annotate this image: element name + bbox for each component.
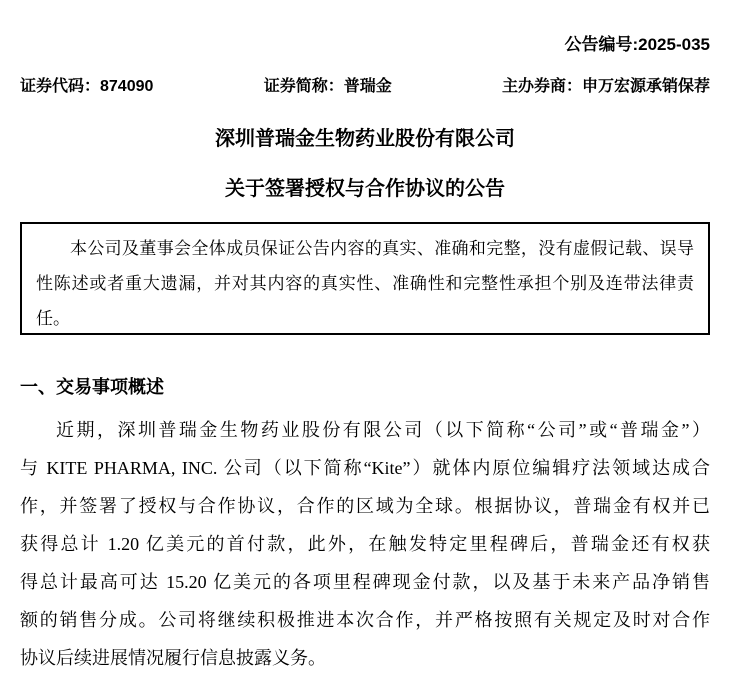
text-line: 作，并签署了授权与合作协议，合作的区域为全球。根据协议，普瑞金有权并已 bbox=[20, 496, 710, 516]
security-code: 证券代码：874090 bbox=[20, 78, 154, 95]
text-line: 得总计最高可达 15.20 亿美元的各项里程碑现金付款，以及基于未来产品净销售 bbox=[20, 572, 710, 592]
disclaimer-box bbox=[20, 222, 710, 335]
text-line: 与 KITE PHARMA, INC. 公司（以下简称“Kite”）就体内原位编辑疗法领域达成合 bbox=[20, 458, 710, 478]
text-line: 额的销售分成。公司将继续积极推进本次合作，并严格按照有关规定及时对合作 bbox=[20, 610, 710, 630]
announcement-subject-title: 关于签署授权与合作协议的公告 bbox=[225, 178, 505, 200]
section-paragraph bbox=[20, 411, 710, 675]
security-short-name: 证券简称：普瑞金 bbox=[263, 78, 392, 95]
section-heading-overview: 一、交易事项概述 bbox=[20, 377, 164, 397]
text-line: 协议后续进展情况履行信息披露义务。 bbox=[20, 648, 326, 668]
announcement-number: 公告编号:2025-035 bbox=[564, 35, 710, 54]
sponsor-broker: 主办券商：申万宏源承销保荐 bbox=[501, 78, 710, 95]
securities-header-row bbox=[20, 76, 710, 98]
company-name-title: 深圳普瑞金生物药业股份有限公司 bbox=[215, 128, 515, 150]
text-line: 任。 bbox=[36, 309, 70, 328]
text-line: 近期，深圳普瑞金生物药业股份有限公司（以下简称“公司”或“普瑞金”） bbox=[56, 420, 710, 440]
text-line: 本公司及董事会全体成员保证公告内容的真实、准确和完整，没有虚假记载、误导 bbox=[70, 239, 694, 258]
text-line: 性陈述或者重大遗漏，并对其内容的真实性、准确性和完整性承担个别及连带法律责 bbox=[36, 274, 694, 293]
text-line: 获得总计 1.20 亿美元的首付款，此外，在触发特定里程碑后，普瑞金还有权获 bbox=[20, 534, 710, 554]
